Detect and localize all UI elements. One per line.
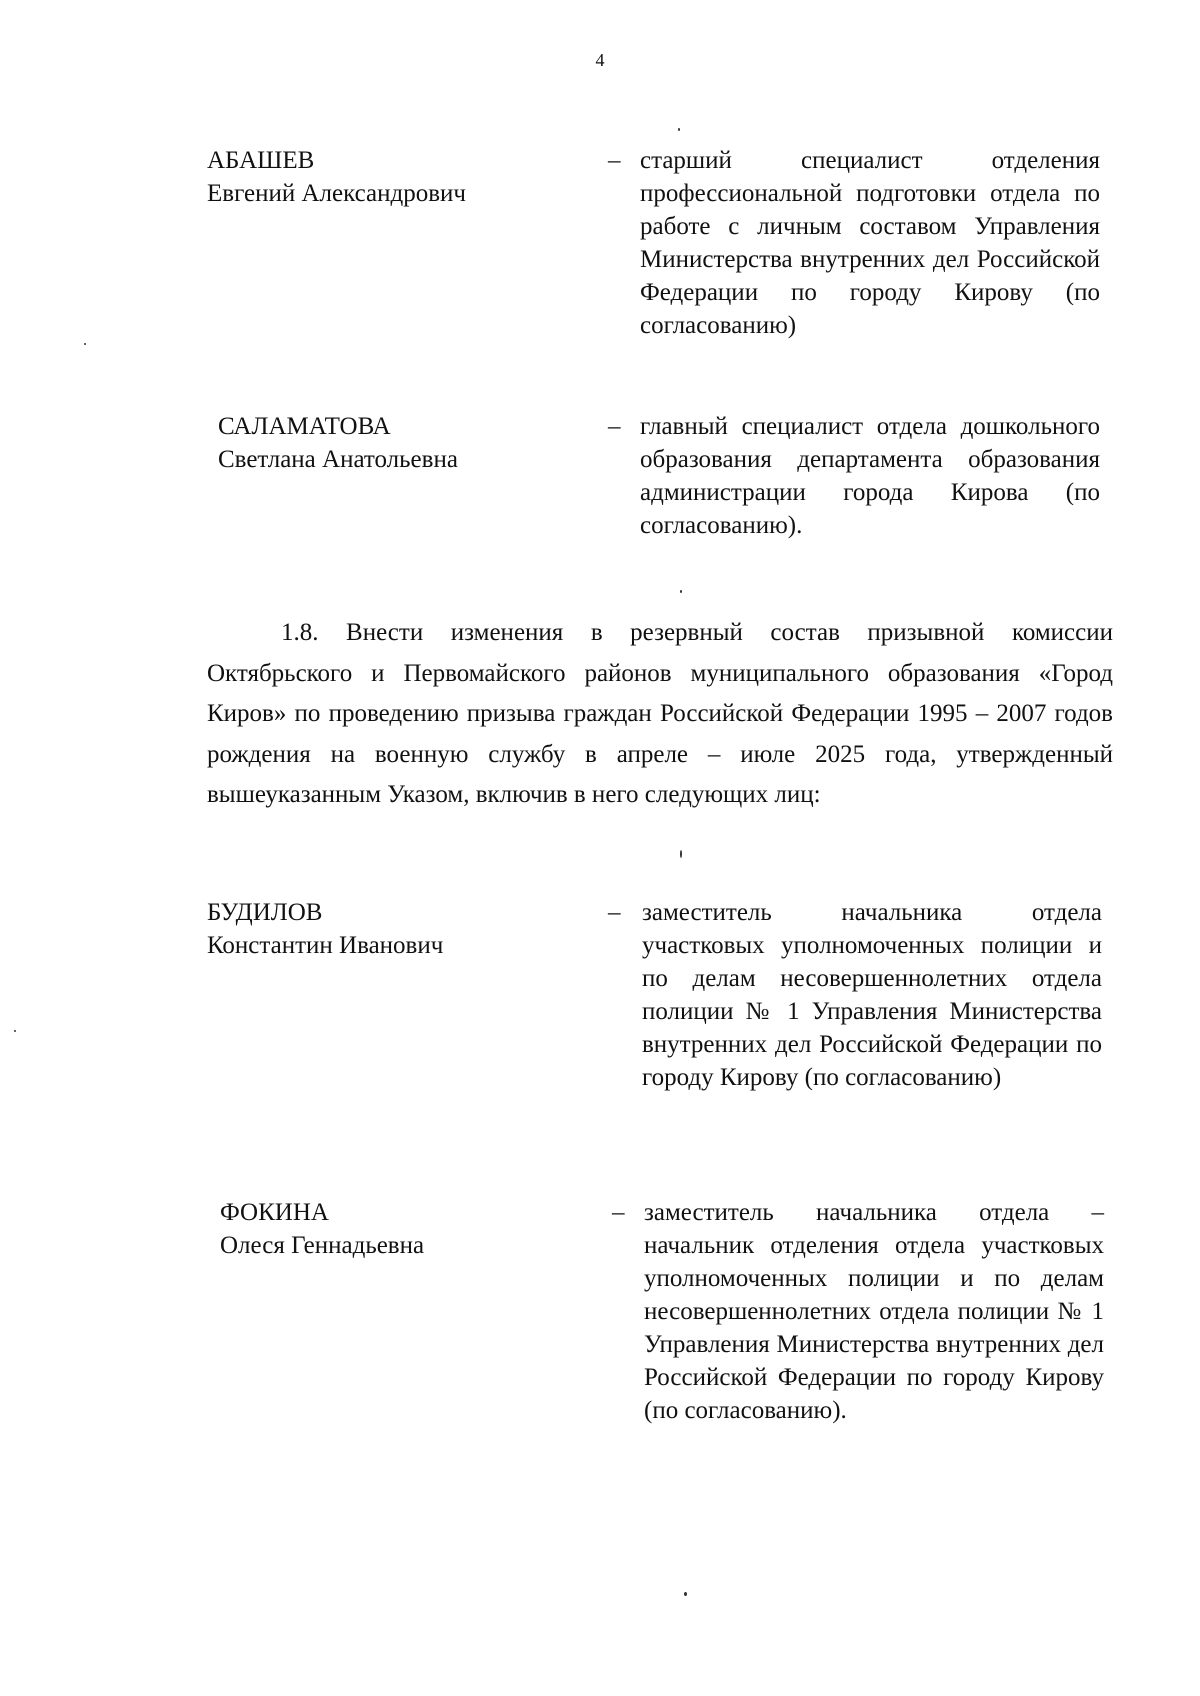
- entry-dash: –: [608, 413, 621, 440]
- scan-speck: [680, 590, 682, 593]
- scan-speck: [678, 128, 680, 131]
- person-position: главный специалист отдела дошкольного образования департамента образования администрации города Кирова (по согласованию).: [640, 413, 1100, 539]
- entry-dash: –: [608, 147, 621, 174]
- scan-speck: [84, 343, 86, 345]
- person-position: заместитель начальника отдела участковых уполномоченных полиции и по делам несовершеннолетних отдела полиции № 1 Управления Министерства внутренних дел Российской Федерации по городу Кирову (по согласованию): [642, 899, 1102, 1091]
- person-name-salamatova: [218, 410, 458, 476]
- person-surname: БУДИЛОВ: [207, 899, 323, 926]
- person-position: старший специалист отделения профессиональной подготовки отдела по работе с личным составом Управления Министерства внутренних дел Российской Федерации по городу Кирову (по согласованию): [640, 147, 1100, 339]
- person-surname: ФОКИНА: [220, 1199, 329, 1226]
- page-number: 4: [595, 50, 605, 70]
- scan-speck: [14, 1030, 16, 1032]
- entry-dash: –: [608, 899, 621, 926]
- person-name-budilov: [207, 896, 443, 962]
- person-name-fokina: [220, 1196, 424, 1262]
- person-surname: АБАШЕВ: [207, 147, 315, 174]
- scan-speck: [680, 850, 682, 858]
- person-given-names: Евгений Александрович: [207, 180, 466, 207]
- person-given-names: Олеся Геннадьевна: [220, 1232, 425, 1259]
- scan-speck: [684, 1592, 687, 1596]
- entry-dash: –: [612, 1199, 625, 1226]
- person-given-names: Константин Иванович: [207, 932, 444, 959]
- person-surname: САЛАМАТОВА: [218, 413, 391, 440]
- amendment-paragraph: 1.8. Внести изменения в резервный состав призывной комиссии Октябрьского и Первомайского районов муниципального образования «Город Киров» по проведению призыва граждан Российской Федерации 1995 – 2007 годов рождения на военную службу в апреле – июле 2025 года, утвержденный вышеуказанным Указом, включив в него следующих лиц:: [207, 619, 1113, 808]
- person-name-abashev: [207, 144, 466, 210]
- person-position: заместитель начальника отдела – начальник отделения отдела участковых уполномоченных полиции и по делам несовершеннолетних отдела полиции № 1 Управления Министерства внутренних дел Российской Федерации по городу Кирову (по согласованию).: [644, 1199, 1104, 1424]
- person-given-names: Светлана Анатольевна: [218, 446, 458, 473]
